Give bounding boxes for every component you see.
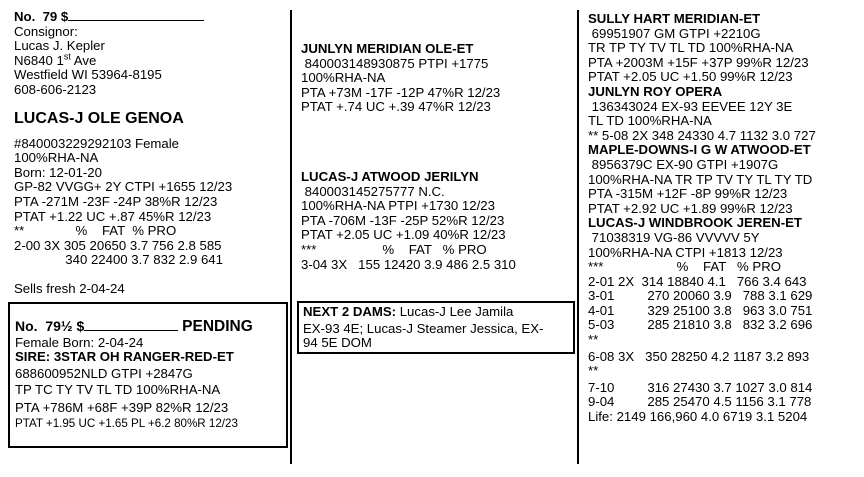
consignor-city: Westfield WI 53964-8195 (14, 67, 162, 83)
dam-record-row: 3-04 3X 155 12420 3.9 486 2.5 310 (301, 256, 516, 272)
pending-sire-ptat: PTAT +1.95 UC +1.65 PL +6.2 80%R 12/23 (15, 416, 238, 430)
record-header: ** % FAT % PRO (14, 223, 177, 239)
third-dam-rha: 100%RHA-NA CTPI +1813 12/23 (588, 244, 783, 260)
sire-ptat: PTAT +2.05 UC +1.50 99%R 12/23 (588, 69, 793, 85)
dam-rha: 100%RHA-NA PTPI +1730 12/23 (301, 198, 495, 214)
next-dams-line: EX-93 4E; Lucas-J Steamer Jessica, EX- (303, 320, 544, 336)
sire-traits: TR TP TY TV TL TD 100%RHA-NA (588, 40, 794, 56)
sells-fresh: Sells fresh 2-04-24 (14, 280, 125, 296)
sire-pta: PTA +73M -17F -12P 47%R 12/23 (301, 84, 501, 100)
second-dam-registration: 8956379C EX-90 GTPI +1907G (588, 156, 779, 172)
pending-sire-traits: TP TC TY TV TL TD 100%RHA-NA (15, 382, 221, 398)
sire-rha: 100%RHA-NA (301, 70, 386, 86)
column-left (14, 10, 284, 297)
sire-registration: 840003148930875 PTPI +1775 (301, 55, 489, 71)
column-divider (290, 10, 292, 464)
record-row: 5-03 285 21810 3.8 832 3.2 696 (588, 317, 813, 333)
pending-lot-number: No. 79½ $ (15, 318, 85, 334)
record-row: 2-01 2X 314 18840 4.1 766 3.4 643 (588, 273, 807, 289)
third-dam-name: LUCAS-J WINDBROOK JEREN-ET (588, 215, 802, 231)
record-stars: ** (588, 363, 599, 379)
mgs-record: ** 5-08 2X 348 24330 4.7 1132 3.0 727 (588, 127, 816, 143)
pending-born: Female Born: 2-04-24 (15, 334, 144, 350)
record-row: 3-01 270 20060 3.9 788 3.1 629 (588, 288, 813, 304)
record-row: 9-04 285 25470 4.5 1156 3.1 778 (588, 394, 812, 410)
cow-name: LUCAS-J OLE GENOA (14, 109, 184, 127)
mgs-traits: TL TD 100%RHA-NA (588, 113, 712, 129)
record-row: 4-01 329 25100 3.8 963 3.0 751 (588, 302, 813, 318)
sire-name: SULLY HART MERIDIAN-ET (588, 11, 761, 26)
lot-number-line (14, 10, 284, 25)
lot-number: No. 79 $ (14, 9, 69, 24)
dam-record-header: *** % FAT % PRO (301, 241, 487, 257)
second-dam-traits: 100%RHA-NA TR TP TV TY TL TY TD (588, 171, 813, 187)
cow-classification: GP-82 VVGG+ 2Y CTPI +1655 12/23 (14, 179, 233, 195)
cow-registration: #840003229292103 Female (14, 135, 179, 151)
second-dam-pta: PTA -315M +12F -8P 99%R 12/23 (588, 186, 788, 202)
record-row: 340 22400 3.7 832 2.9 641 (14, 252, 223, 268)
pending-sire: SIRE: 3STAR OH RANGER-RED-ET (15, 349, 234, 365)
cow-rha: 100%RHA-NA (14, 150, 99, 166)
pending-label: PENDING (182, 318, 253, 335)
pending-lot-number-line (15, 319, 286, 335)
sire-ptat: PTAT +.74 UC +.39 47%R 12/23 (301, 99, 491, 115)
record-row: 2-00 3X 305 20650 3.7 756 2.8 585 (14, 237, 222, 253)
record-stars: ** (588, 332, 599, 348)
sire-registration: 69951907 GM GTPI +2210G (588, 25, 761, 41)
lifetime-record: Life: 2149 166,960 4.0 6719 3.1 5204 (588, 409, 808, 425)
mgs-registration: 136343024 EX-93 EEVEE 12Y 3E (588, 98, 793, 114)
column-middle (301, 42, 571, 272)
third-dam-record-header: *** % FAT % PRO (588, 259, 781, 275)
record-row: 6-08 3X 350 28250 4.2 1187 3.2 893 (588, 348, 810, 364)
consignor-phone: 608-606-2123 (14, 81, 97, 97)
cow-ptat: PTAT +1.22 UC +.87 45%R 12/23 (14, 208, 212, 224)
dam-name: LUCAS-J ATWOOD JERILYN (301, 168, 479, 184)
dam-pta: PTA -706M -13F -25P 52%R 12/23 (301, 212, 505, 228)
pending-price-blank (84, 330, 178, 331)
next-dams-line: NEXT 2 DAMS: Lucas-J Lee Jamila (303, 304, 514, 319)
next-dams-box (297, 301, 575, 354)
consignor-name: Lucas J. Kepler (14, 38, 105, 54)
consignor-label: Consignor: (14, 23, 78, 39)
pending-sire-registration: 688600952NLD GTPI +2847G (15, 365, 193, 381)
column-right (588, 12, 858, 425)
record-row: 7-10 316 27430 3.7 1027 3.0 814 (588, 379, 813, 395)
cow-pta: PTA -271M -23F -24P 38%R 12/23 (14, 193, 218, 209)
sire-name: JUNLYN MERIDIAN OLE-ET (301, 41, 474, 56)
consignor-address: N6840 1st Ave (14, 51, 97, 68)
mgs-name: JUNLYN ROY OPERA (588, 83, 723, 99)
pending-lot-box (8, 302, 288, 448)
second-dam-ptat: PTAT +2.92 UC +1.89 99%R 12/23 (588, 200, 793, 216)
sire-pta: PTA +2003M +15F +37P 99%R 12/23 (588, 54, 809, 70)
pending-sire-pta: PTA +786M +68F +39P 82%R 12/23 (15, 399, 229, 415)
cow-born: Born: 12-01-20 (14, 164, 102, 180)
price-blank (68, 20, 204, 21)
third-dam-registration: 71038319 VG-86 VVVVV 5Y (588, 229, 760, 245)
column-divider (577, 10, 579, 464)
next-dams-label: NEXT 2 DAMS: (303, 304, 397, 319)
dam-ptat: PTAT +2.05 UC +1.09 40%R 12/23 (301, 227, 506, 243)
second-dam-name: MAPLE-DOWNS-I G W ATWOOD-ET (588, 142, 811, 158)
dam-registration: 840003145275777 N.C. (301, 183, 445, 199)
next-dams-line: 94 5E DOM (303, 335, 372, 351)
